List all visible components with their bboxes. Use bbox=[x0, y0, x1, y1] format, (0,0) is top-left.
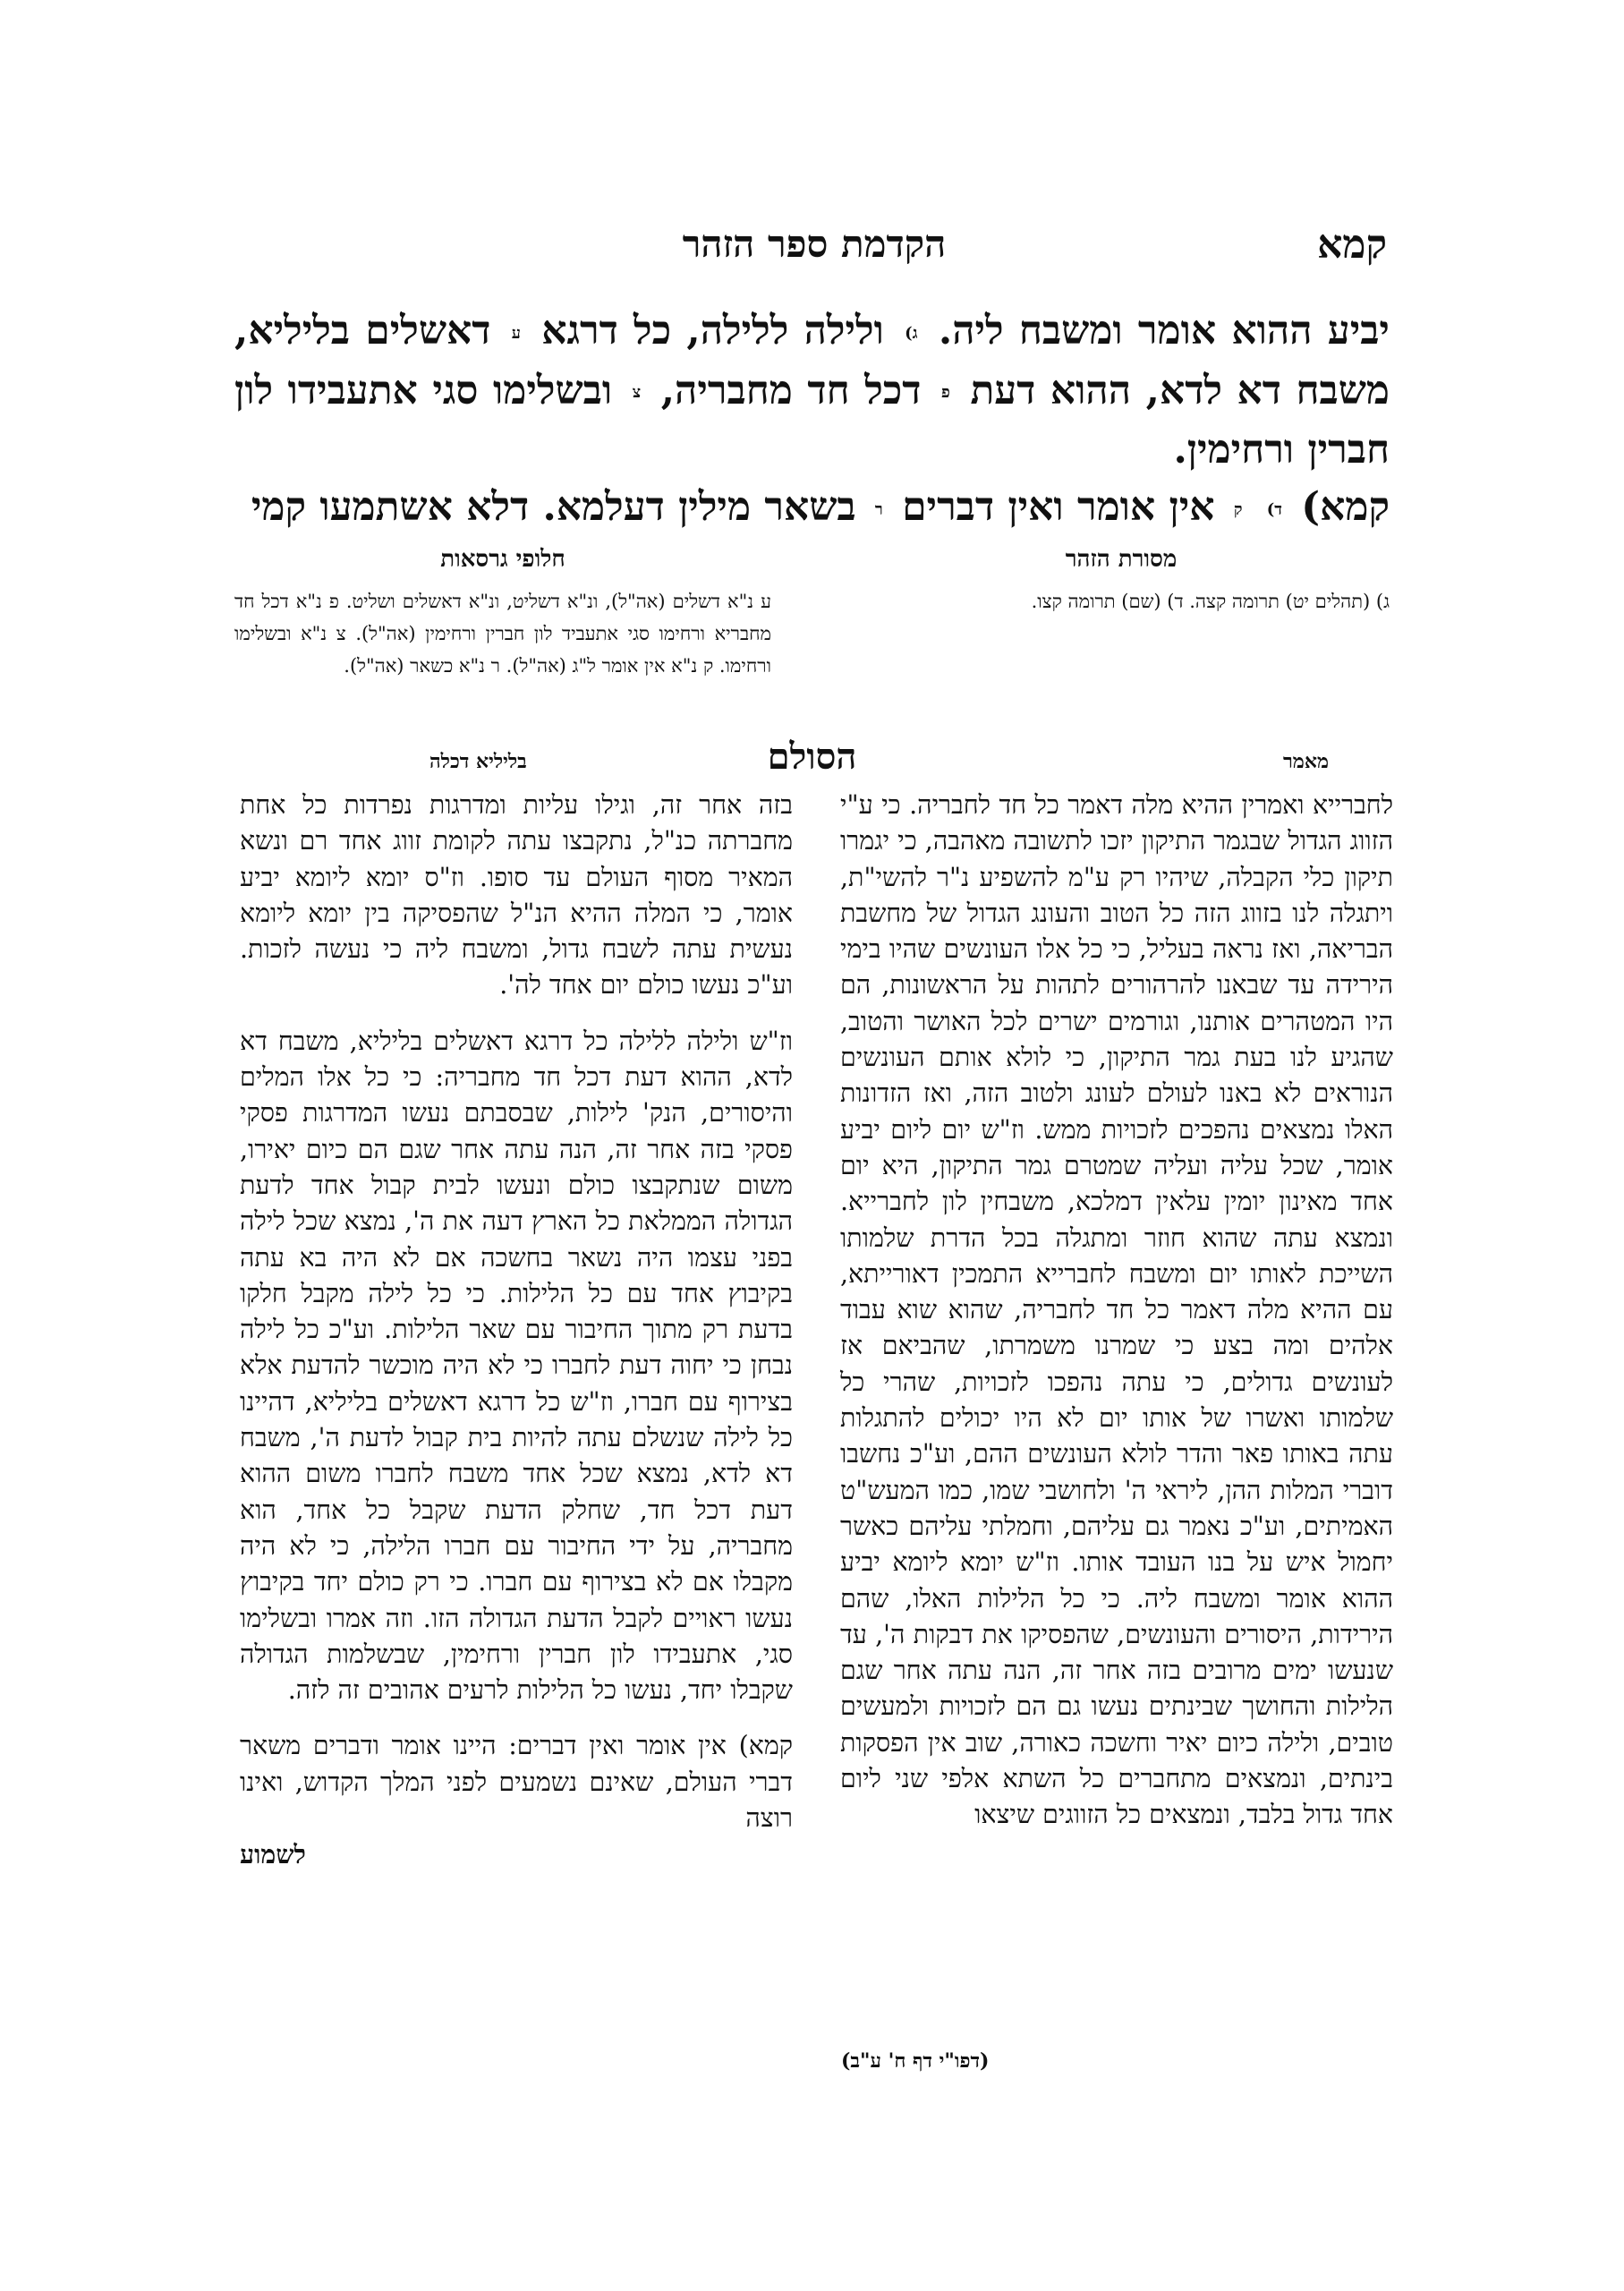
zohar-main-text bbox=[234, 302, 1390, 539]
main-seg: יביע ההוא אומר ומשבח ליה. bbox=[938, 308, 1390, 353]
apparatus-heading: חלופי גרסאות bbox=[440, 546, 565, 573]
ref-marker: ר bbox=[874, 499, 883, 519]
apparatus-body: ע נ"א דשלים (אה"ל), ונ"א דשליט, ונ"א דאשלים ושליט. פ נ"א דכל חד מחבריא ורחימו סגי אתעביד לון חברין ורחימין (אה"ל). צ נ"א ובשלימו ורחימו. ק נ"א אין אומר ל"ג (אה"ל). ר נ"א כשאר (אה"ל). bbox=[234, 591, 771, 677]
footer-note: (דפו"י דף ח' ע"ב) bbox=[841, 2049, 990, 2073]
commentary-column-left bbox=[240, 788, 793, 1873]
catchword: לשמוע bbox=[240, 1839, 306, 1870]
section-label: בליליא דכלה bbox=[429, 750, 527, 773]
main-seg: אין אומר ואין דברים bbox=[902, 484, 1215, 530]
commentary-column-right bbox=[840, 788, 1393, 1853]
ref-marker: ע bbox=[511, 323, 521, 343]
section-number: קמא) bbox=[1301, 484, 1390, 530]
page-title: הקדמת ספר הזהר bbox=[682, 222, 947, 266]
apparatus-body: ג) (תהלים יט) תרומה קצה. ד) (שם) תרומה קצו. bbox=[1031, 591, 1390, 612]
main-seg: דאשלים בליליא, משבח דא לדא, ההוא דעת bbox=[234, 308, 1390, 413]
ref-marker: צ bbox=[632, 383, 642, 402]
section-label: מאמר bbox=[1282, 750, 1329, 773]
commentary-paragraph: וז"ש ולילה ללילה כל דרגא דאשלים בליליא, משבח דא לדא, ההוא דעת דכל חד מחבריה: כי כל אלו המלים והיסורים, הנק' לילות, שבסבתם נעשו המדרגות פסקי פסקי בזה אחר זה, הנה עתה אחר שגם הם כיום יאירו, משום שנתקבצו כולם ונעשו לבית קבול אחד לדעת הגדולה הממלאת כל הארץ דעה את ה', נמצא שכל לילה בפני עצמו היה נשאר בחשכה אם לא היה בא עתה בקיבוץ אחד עם כל הלילות. כי כל לילה מקבל חלקו בדעת רק מתוך החיבור עם שאר הלילות. וע"כ כל לילה נבחן כי יחוה דעת לחברו כי לא היה מוכשר להדעת אלא בצירוף עם חברו, וז"ש כל דרגא דאשלים בליליא, דהיינו כל לילה שנשלם עתה להיות בית קבול לדעת ה', משבח דא לדא, נמצא שכל אחד משבח לחברו משום ההוא דעת דכל חד, שחלק הדעת שקבל כל אחד, הוא מחבריה, על ידי החיבור עם חברו הלילה, כי לא היה מקבלו אם לא בצירוף עם חברו. כי רק כולם יחד בקיבוץ נעשו ראויים לקבל הדעת הגדולה הזו. וזה אמרו ובשלימו סגי, אתעבידו לון חברין ורחימין, שבשלמות הגדולה שקבלו יחד, נעשו כל הלילות לרעים אהובים זה לזה. bbox=[240, 1026, 793, 1706]
main-paragraph bbox=[234, 302, 1390, 479]
apparatus bbox=[234, 546, 1390, 698]
commentary-paragraph: קמא) אין אומר ואין דברים: היינו אומר ודברים משאר דברי העולם, שאינם נשמעים לפני המלך הקדוש, ואינו רוצה bbox=[240, 1731, 793, 1834]
apparatus-heading: מסורת הזהר bbox=[1065, 546, 1178, 573]
main-seg: בשאר מילין דעלמא. דלא אשתמעו קמי bbox=[251, 484, 856, 530]
main-paragraph bbox=[234, 479, 1390, 539]
page-number: קמא bbox=[1317, 222, 1387, 268]
main-seg: דכל חד מחבריה, bbox=[660, 367, 922, 413]
masoret-hazohar bbox=[853, 546, 1390, 617]
commentary-paragraph: לחברייא ואמרין ההיא מלה דאמר כל חד לחבריה. כי ע"י הזווג הגדול שבגמר התיקון יזכו לתשובה מאהבה, כי יגמרו תיקון כלי הקבלה, שיהיו רק ע"מ להשפיע נ"ר להשי"ת, ויתגלה לנו בזווג הזה כל הטוב והעונג הגדול של מחשבת הבריאה, ואז נראה בעליל, כי כל אלו העונשים שהיו בימי הירידה עד שבאנו להרהורים לתהות על הראשונות, הם היו המטהרים אותנו, וגורמים ישרים לכל האושר והטוב, שהגיע לנו בעת גמר התיקון, כי לולא אותם העונשים הנוראים לא באנו לעולם לעונג ולטוב הזה, ואז הזדונות האלו נמצאים נהפכים לזכויות ממש. וז"ש יום ליום יביע אומר, שכל עליה ועליה שמטרם גמר התיקון, היא יום אחד מאינון יומין עלאין דמלכא, משבחין לון לחברייא. ונמצא עתה שהוא חוזר ומתגלה בכל הדרת שלמותו השייכת לאותו יום ומשבח לחברייא התמכין דאורייתא, עם ההיא מלה דאמר כל חד לחבריה, שהוא שוא עבוד אלהים ומה בצע כי שמרנו משמרתו, שהביאם אז לעונשים גדולים, כי עתה נהפכו לזכויות, שהרי כל שלמותו ואשרו של אותו יום לא היו יכולים להתגלות עתה באותו פאר והדר לולא העונשים ההם, וע"כ נחשבו דוברי המלות ההן, ליראי ה' ולחושבי שמו, כמו המעש"ט האמיתים, וע"כ נאמר גם עליהם, וחמלתי עליהם כאשר יחמול איש על בנו העובד אותו. וז"ש יומא ליומא יביע ההוא אומר ומשבח ליה. כי כל הלילות האלו, שהם הירידות, היסורים והעונשים, שהפסיקו את דבקות ה', עד שנעשו ימים מרובים בזה אחר זה, הנה עתה אחר שגם הלילות והחושך שבינתים נעשו גם הם לזכויות ולמעשים טובים, ולילה כיום יאיר וחשכה כאורה, שוב אין הפסקות בינתים, ונמצאים מתחברים כל השתא אלפי שני ליום אחד גדול בלבד, ונמצאים כל הזווגים שיצאו bbox=[840, 790, 1393, 1830]
commentary-paragraph: בזה אחר זה, וגילו עליות ומדרגות נפרדות כל אחת מחברתה כנ"ל, נתקבצו עתה לקומת זווג אחד רם ונשא המאיר מסוף העולם עד סופו. וז"ס יומא ליומא יביע אומר, כי המלה ההיא הנ"ל שהפסיקה בין יומא ליומא נעשית עתה לשבח גדול, ומשבח ליה כי נעשה לזכות. וע"כ נעשו כולם יום אחד לה'. bbox=[240, 790, 793, 1001]
main-seg: ולילה ללילה, כל דרגא bbox=[541, 308, 884, 353]
chilufei-girsaot bbox=[234, 546, 771, 682]
ref-marker: פ bbox=[941, 383, 950, 402]
commentary-title: הסולם bbox=[767, 736, 857, 778]
ref-marker: ג) bbox=[905, 323, 918, 343]
ref-marker: ד) bbox=[1266, 499, 1282, 519]
main-seg: ובשלימו סגי אתעבידו לון חברין ורחימין. bbox=[234, 367, 1390, 473]
running-head bbox=[242, 222, 1387, 276]
ref-marker: ק bbox=[1233, 499, 1243, 519]
